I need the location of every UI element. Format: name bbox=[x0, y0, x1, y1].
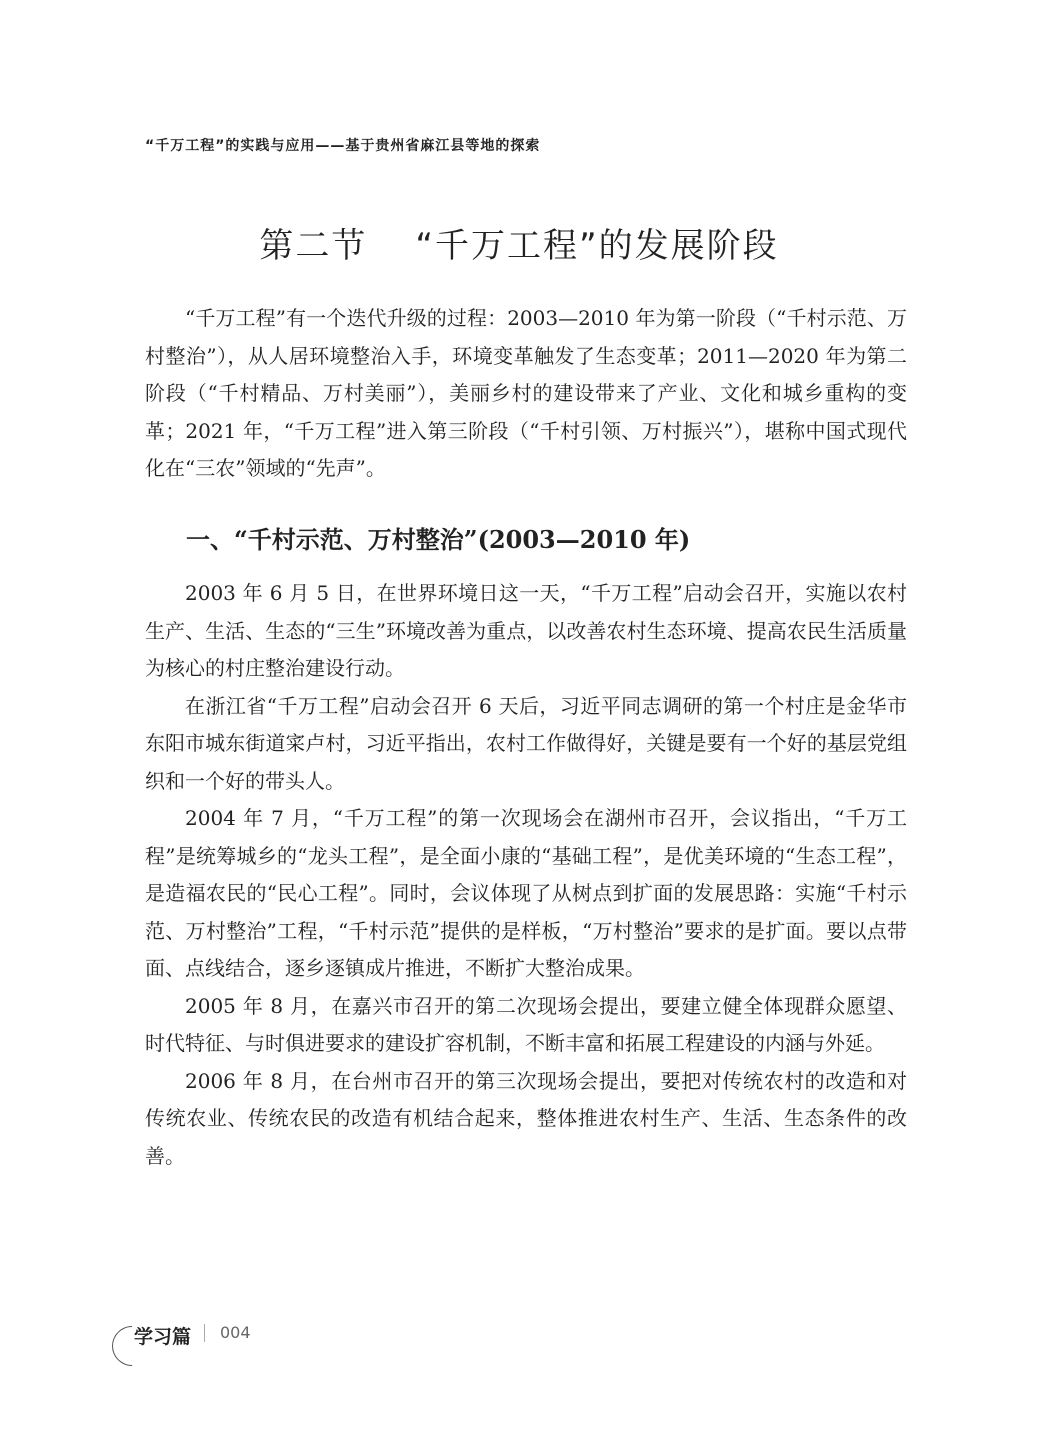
page-number: 004 bbox=[220, 1323, 251, 1342]
section-number: 第二节 bbox=[259, 226, 368, 266]
subsection-heading: 一、“千村示范、万村整治”(2003—2010 年) bbox=[186, 525, 691, 554]
intro-paragraph: “千万工程”有一个迭代升级的过程：2003—2010 年为第一阶段（“千村示范、万村整治”），从人居环境整治入手，环境变革触发了生态变革；2011—2020 年为第二阶段（“千村精品、万村美丽”），美丽乡村的建设带来了产业、文化和城乡重构的变革；2021 年，“千万工程”进入第三阶段（“千村引领、万村振兴”），堪称中国式现代化在“三农”领域的“先声”。 bbox=[145, 306, 907, 480]
paragraph: 2004 年 7 月，“千万工程”的第一次现场会在湖州市召开，会议指出，“千万工程”是统筹城乡的“龙头工程”，是全面小康的“基础工程”，是优美环境的“生态工程”，是造福农民的“民心工程”。同时，会议体现了从树点到扩面的发展思路：实施“千村示范、万村整治”工程，“千村示范”提供的是样板，“万村整治”要求的是扩面。要以点带面、点线结合，逐乡逐镇成片推进，不断扩大整治成果。 bbox=[145, 806, 907, 980]
paragraph: 在浙江省“千万工程”启动会召开 6 天后，习近平同志调研的第一个村庄是金华市东阳市城东街道寀卢村，习近平指出，农村工作做得好，关键是要有一个好的基层党组织和一个好的带头人。 bbox=[145, 693, 907, 793]
paragraph: 2005 年 8 月，在嘉兴市召开的第二次现场会提出，要建立健全体现群众愿望、时代特征、与时俱进要求的建设扩容机制，不断丰富和拓展工程建设的内涵与外延。 bbox=[145, 993, 907, 1055]
footer-divider bbox=[204, 1324, 205, 1342]
paragraph: 2003 年 6 月 5 日，在世界环境日这一天，“千万工程”启动会召开，实施以农村生产、生活、生态的“三生”环境改善为重点，以改善农村生态环境、提高农民生活质量为核心的村庄整治建设行动。 bbox=[145, 581, 907, 680]
footer-part-label: 学习篇 bbox=[134, 1326, 192, 1348]
section-heading: “千万工程”的发展阶段 bbox=[415, 226, 779, 266]
paragraph: 2006 年 8 月，在台州市召开的第三次现场会提出，要把对传统农村的改造和对传统农业、传统农民的改造有机结合起来，整体推进农村生产、生活、生态条件的改善。 bbox=[145, 1068, 907, 1168]
intro-block bbox=[145, 300, 907, 488]
main-text bbox=[145, 575, 907, 1175]
running-header: “千万工程”的实践与应用——基于贵州省麻江县等地的探索 bbox=[145, 138, 541, 154]
section-title bbox=[0, 218, 1038, 267]
